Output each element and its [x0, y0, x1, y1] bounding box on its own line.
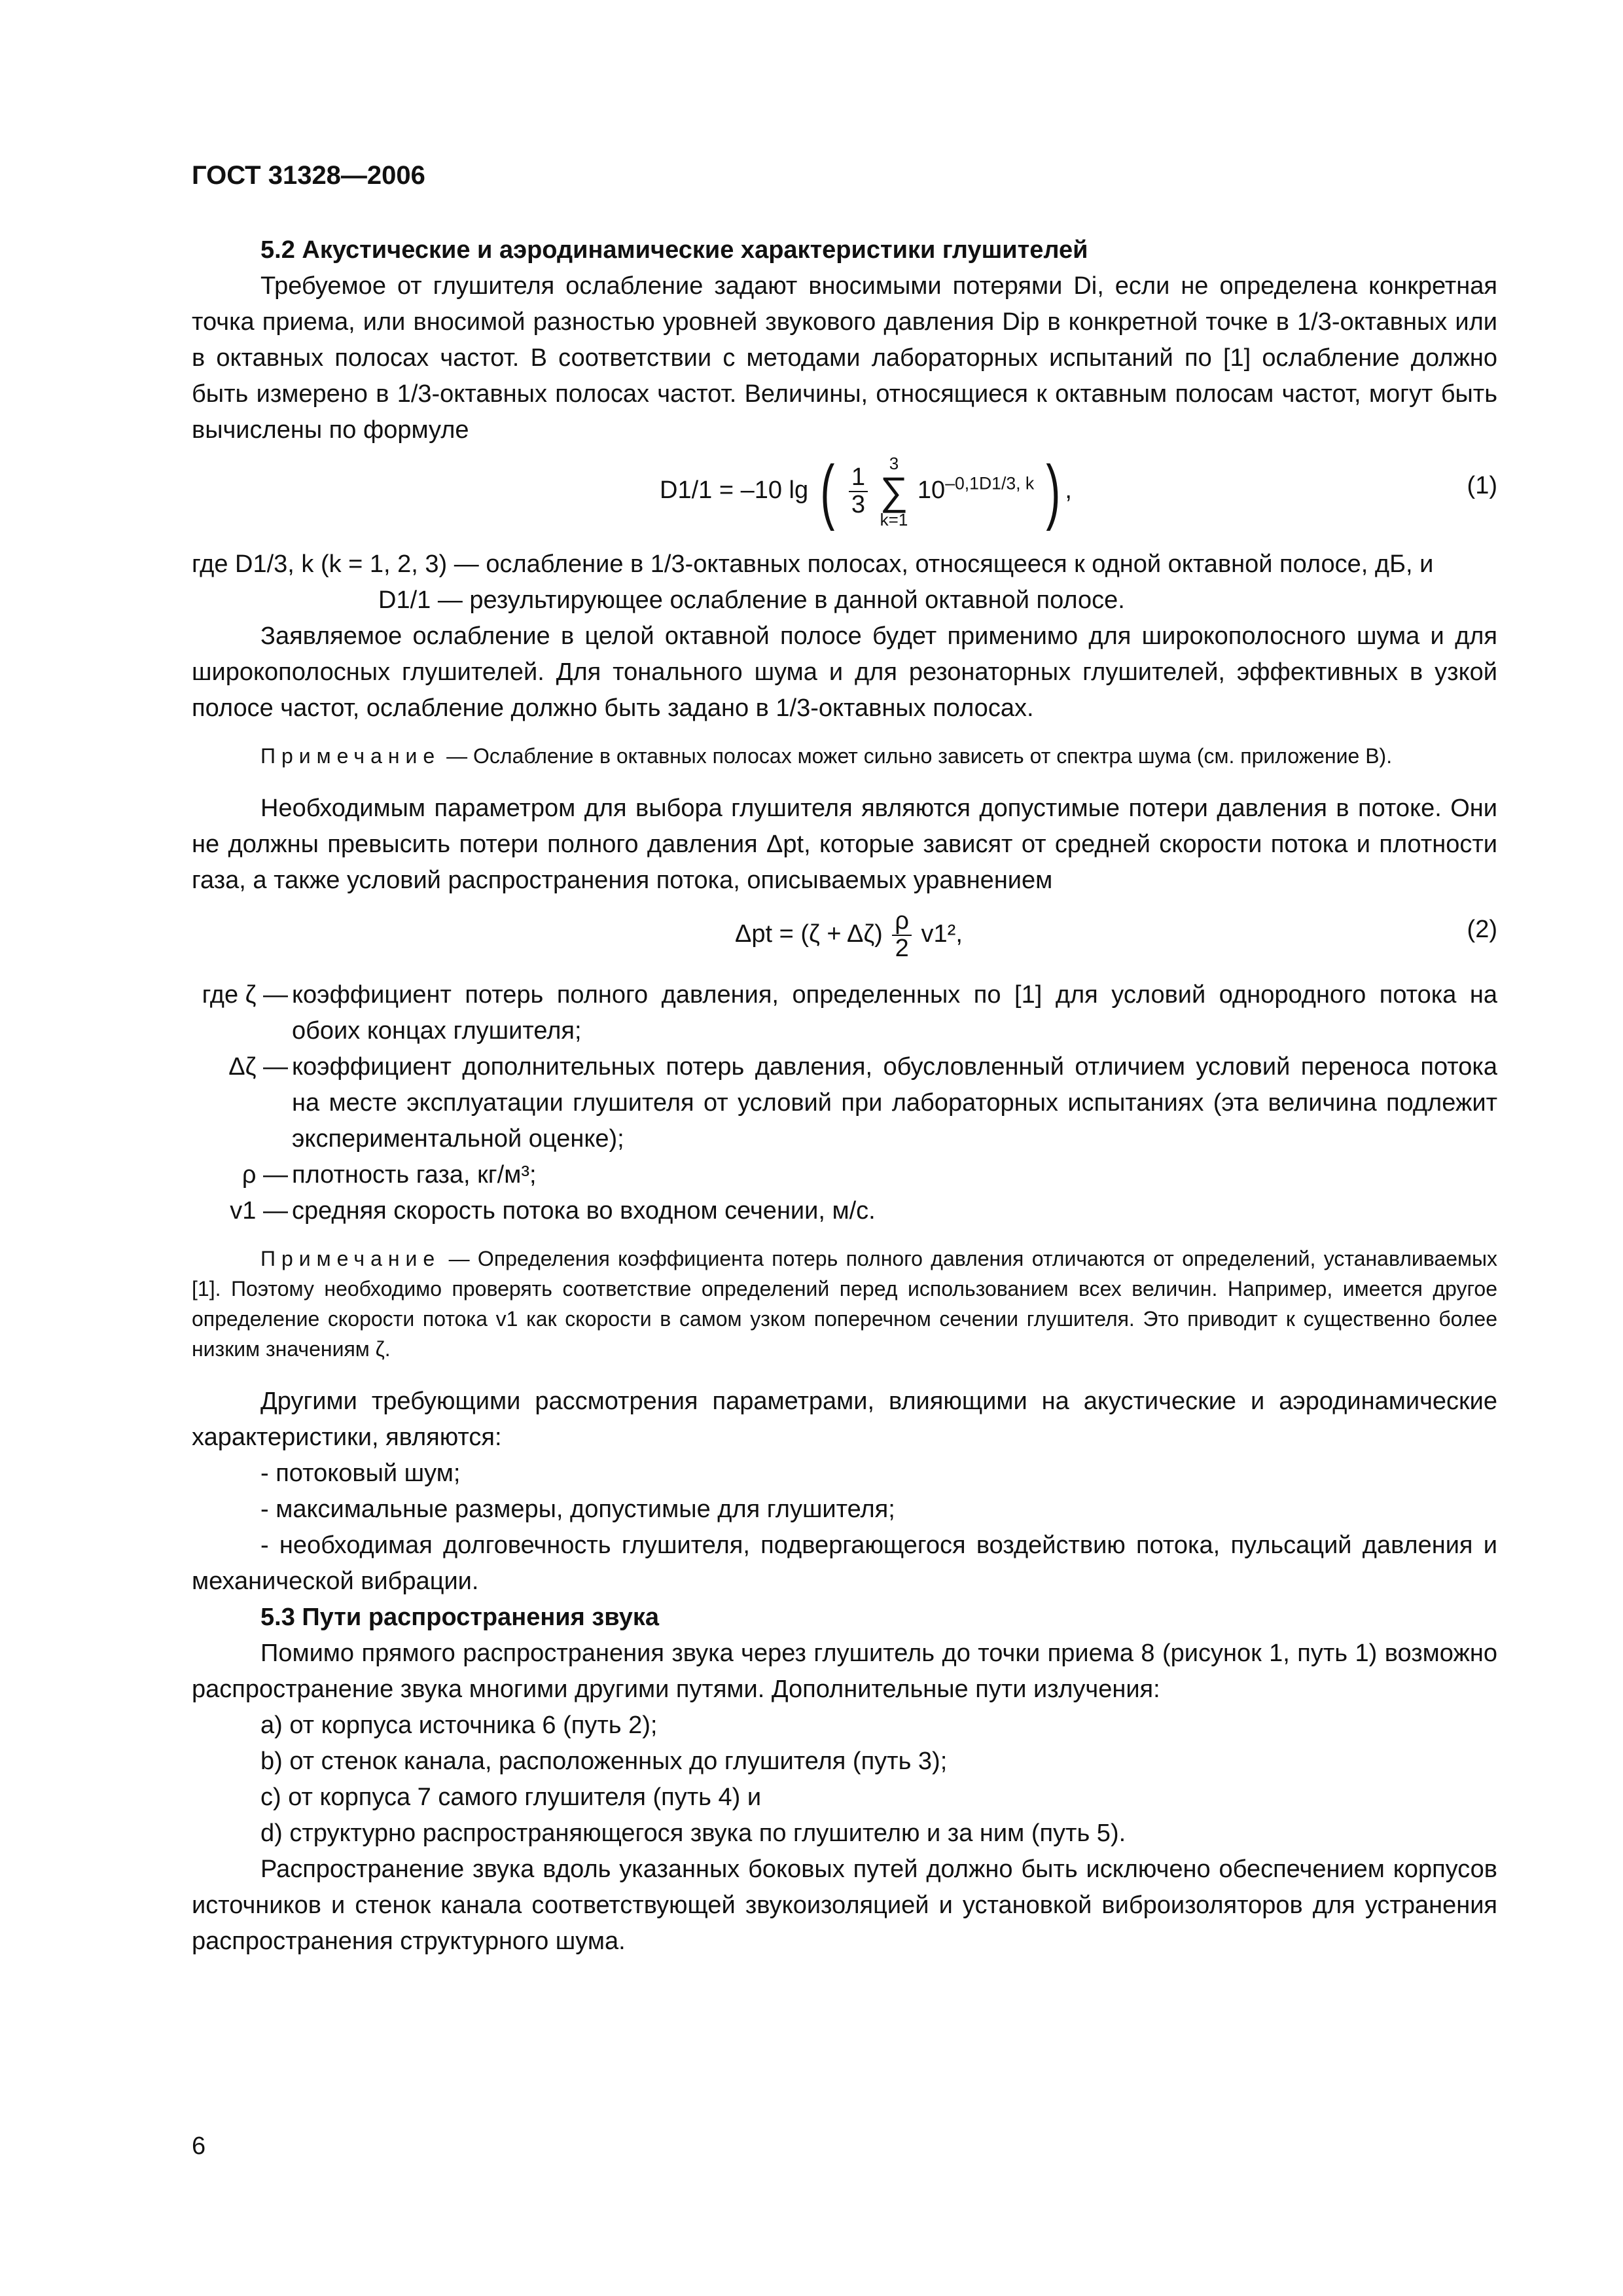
where-2-definition: коэффициент дополнительных потерь давления, обусловленный отличием условий переноса потока на месте эксплуатации глушителя от условий при лабораторных испытаниях (эта величина подлежит экспериментальной оценке); [292, 1053, 1497, 1153]
list-item: - необходимая долговечность глушителя, подвергающегося воздействию потока, пульсаций давления и механической вибрации. [192, 1532, 1497, 1595]
sigma-symbol: ∑ [880, 469, 908, 513]
formula-2-frac-den: 2 [895, 934, 909, 962]
list-item: - максимальные размеры, допустимые для глушителя; [260, 1496, 895, 1523]
formula-2-number: (2) [1467, 916, 1497, 943]
formula-2-rhs: v1², [921, 920, 963, 948]
document-body [192, 232, 1497, 1960]
formula-1-term-base: 10 [917, 476, 946, 505]
note-2 [192, 1244, 1497, 1364]
formula-2-frac-num: ρ [892, 908, 912, 936]
where-2-symbol: v1 — [230, 1197, 288, 1225]
section-5-3-title: 5.3 Пути распространения звука [260, 1604, 659, 1631]
section-5-3-paragraph-2: Распространение звука вдоль указанных боковых путей должно быть исключено обеспечением корпусов источников и стенок канала соответствующей звукоизоляцией и установкой виброизоляторов для устранения распространения структурного шума. [192, 1856, 1497, 1955]
formula-1-sum-lower: k=1 [880, 510, 908, 529]
formula-1 [192, 448, 1497, 547]
formula-1-fraction [849, 465, 868, 518]
list-item: c) от корпуса 7 самого глушителя (путь 4) и [260, 1784, 762, 1811]
note-1-text: — Ослабление в октавных полосах может сильно зависеть от спектра шума (см. приложение В). [440, 744, 1393, 768]
formula-2-expression [735, 908, 963, 962]
note-1 [192, 741, 1497, 771]
list-item: b) от стенок канала, расположенных до глушителя (путь 3); [260, 1748, 948, 1775]
section-5-2-paragraph-1: Требуемое от глушителя ослабление задают вносимыми потерями Di, если не определена конкретная точка приема, или вносимой разностью уровней звукового давления Dip в конкретной точке в 1/3-октавных или в октавных полосах частот. В соответствии с методами лабораторных испытаний по [1] ослабление должно быть измерено в 1/3-октавных полосах частот. Величины, относящиеся к октавным полосам частот, могут быть вычислены по формуле [192, 272, 1497, 444]
formula-1-expression [660, 451, 1072, 531]
formula-1-lhs: D1/1 = –10 lg [660, 476, 809, 505]
note-2-label: Примечание [260, 1247, 441, 1270]
where-2-symbol: Δζ — [228, 1053, 288, 1081]
note-2-text: — Определения коэффициента потерь полного давления отличаются от определений, устанавливаемых [1]. Поэтому необходимо проверять соответствие определений перед использованием всех величин. Например, имеется другое определение скорости потока v1 как скорости в самом узком поперечном сечении глушителя. Это приводит к существенно более низким значениям ζ. [192, 1247, 1497, 1361]
note-1-label: Примечание [260, 744, 441, 768]
where-2-symbol: где ζ — [202, 981, 288, 1009]
formula-1-tail: , [1065, 476, 1072, 505]
list-item: d) структурно распространяющегося звука по глушителю и за ним (путь 5). [260, 1820, 1126, 1847]
where-2-definition: средняя скорость потока во входном сечении, м/с. [292, 1197, 876, 1225]
formula-2 [192, 899, 1497, 977]
list-item: a) от корпуса источника 6 (путь 2); [260, 1712, 658, 1739]
section-5-2-title: 5.2 Акустические и аэродинамические характеристики глушителей [260, 236, 1088, 264]
page-number: 6 [192, 2132, 206, 2160]
formula-2-lhs: Δpt = (ζ + Δζ) [735, 920, 883, 948]
formula-1-close-paren: ) [1046, 451, 1061, 531]
list-item: - потоковый шум; [260, 1460, 461, 1487]
where-2-list [192, 977, 1497, 1229]
where-2-definition: коэффициент потерь полного давления, определенных по [1] для условий однородного потока на обоих концах глушителя; [292, 981, 1497, 1045]
where-1-line-1: где D1/3, k (k = 1, 2, 3) — ослабление в 1/3-октавных полосах, относящееся к одной октавной полосе, дБ, и [192, 550, 1434, 578]
formula-1-sum-upper: 3 [889, 454, 899, 473]
formula-1-number: (1) [1467, 472, 1497, 499]
formula-1-frac-den: 3 [851, 491, 866, 518]
formula-1-open-paren: ( [820, 451, 834, 531]
where-2-definition: плотность газа, кг/м³; [292, 1161, 537, 1189]
formula-2-fraction [892, 908, 912, 962]
section-5-2-paragraph-2: Заявляемое ослабление в целой октавной полосе будет применимо для широкополосного шума и для широкополосных глушителей. Для тонального шума и для резонаторных глушителей, эффективных в узкой полосе частот, ослабление должно быть задано в 1/3-октавных полосах. [192, 622, 1497, 722]
formula-1-frac-num: 1 [849, 465, 868, 492]
section-5-2-paragraph-4: Другими требующими рассмотрения параметрами, влияющими на акустические и аэродинамические характеристики, являются: [192, 1388, 1497, 1451]
where-1-line-2: D1/1 — результирующее ослабление в данной октавной полосе. [378, 586, 1125, 614]
formula-1-term-exp: –0,1D1/3, k [945, 473, 1035, 493]
where-2-symbol: ρ — [241, 1161, 288, 1189]
section-5-3-paragraph-1: Помимо прямого распространения звука через глушитель до точки приема 8 (рисунок 1, путь 1) возможно распространение звука многими другими путями. Дополнительные пути излучения: [192, 1640, 1497, 1703]
document-header: ГОСТ 31328—2006 [192, 161, 425, 190]
section-5-2-paragraph-3: Необходимым параметром для выбора глушителя являются допустимые потери давления в потоке. Они не должны превысить потери полного давления Δpt, которые зависят от средней скорости потока и плотности газа, а также условий распространения потока, описываемых уравнением [192, 795, 1497, 894]
formula-1-sum [880, 455, 908, 528]
